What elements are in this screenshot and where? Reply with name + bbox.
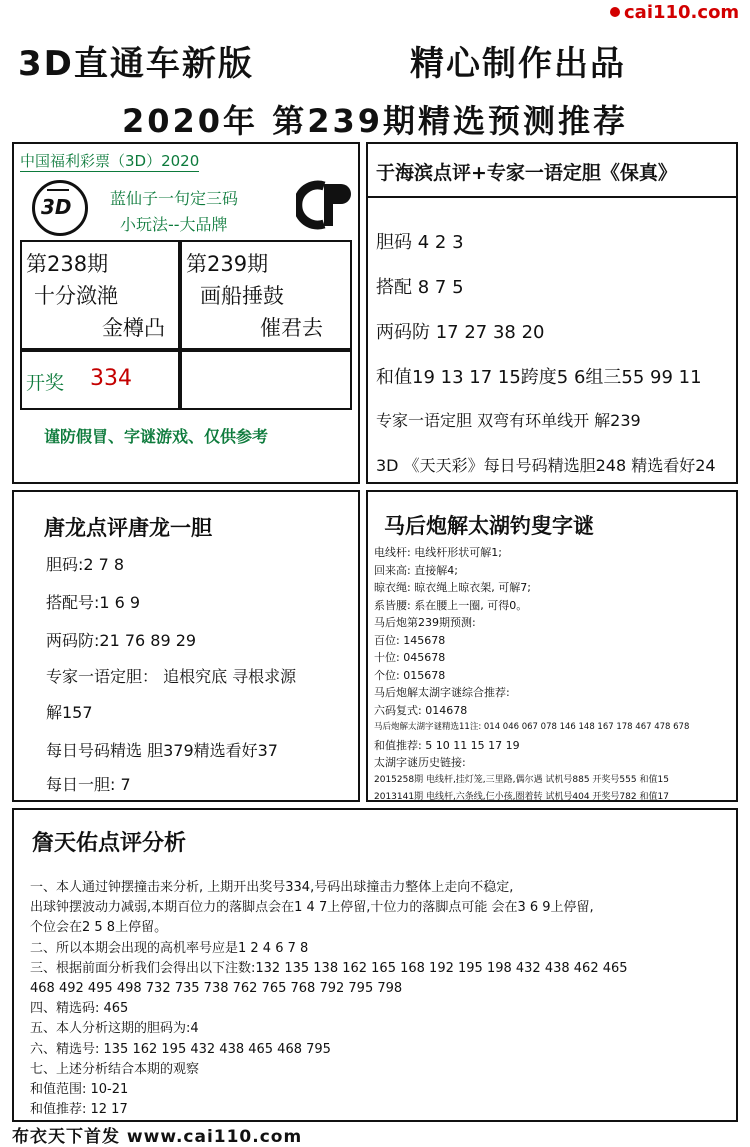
tanglong-line-4: 专家一语定胆： 追根究底 寻根求源 — [46, 667, 297, 686]
tanglong-line-5: 解157 — [46, 703, 93, 722]
analysis-line: 二、所以本期会出现的高机率号应是1 2 4 6 7 8 — [30, 940, 309, 956]
riddle-line: 太湖字谜历史链接: — [374, 756, 466, 769]
riddle-curr-1: 画船捶鼓 — [200, 284, 284, 308]
analysis-line: 三、根据前面分析我们会得出以下注数:132 135 138 162 165 168 192 195 198 432 438 462 465 — [30, 960, 628, 976]
logo-dot-icon — [610, 7, 620, 17]
analysis-line: 七、上述分析结合本期的观察 — [30, 1061, 200, 1077]
tanglong-line-1: 胆码:2 7 8 — [46, 555, 125, 574]
analysis-line: 和值范围: 10-21 — [30, 1082, 129, 1098]
analysis-lines — [30, 878, 730, 1120]
tanglong-line-3: 两码防:21 76 89 29 — [46, 631, 197, 650]
riddle-line: 马后炮解太湖字谜综合推荐: — [374, 686, 510, 699]
riddle-line: 十位: 045678 — [374, 651, 446, 664]
riddle-line: 马后炮第239期预测: — [374, 616, 476, 629]
riddle-line: 百位: 145678 — [374, 633, 446, 647]
expert-line-5: 专家一语定胆 双弯有环单线开 解239 — [376, 411, 641, 430]
expert-panel — [366, 142, 738, 484]
analysis-line: 一、本人通过钟摆撞击来分析, 上期开出奖号334,号码出球撞击力整体上走向不稳定, — [30, 880, 514, 895]
page-subtitle: 2020年 第239期精选预测推荐 — [121, 102, 628, 140]
analysis-line: 个位会在2 5 8上停留。 — [30, 920, 168, 936]
riddle-panel — [366, 490, 738, 802]
slogan-2: 小玩法--大品牌 — [120, 215, 228, 234]
expert-line-1: 胆码 4 2 3 — [376, 232, 464, 253]
expert-line-3: 两码防 17 27 38 20 — [376, 322, 545, 343]
tanglong-line-7: 每日一胆: 7 — [46, 775, 131, 794]
cp-logo-icon — [296, 180, 354, 230]
riddle-line: 电线杆: 电线杆形状可解1; — [374, 546, 502, 559]
riddle-line: 2015258期 电线杆,挂灯笼,三里路,偶尔遇 试机号885 开奖号555 和值15 — [374, 774, 669, 785]
riddle-line: 六码复式: 014678 — [374, 703, 468, 717]
riddle-prev-2: 金樽凸 — [102, 316, 165, 340]
expert-line-4: 和值19 13 17 15跨度5 6组三55 99 11 — [376, 367, 702, 388]
slogan-1: 蓝仙子一句定三码 — [110, 189, 239, 208]
analysis-line: 四、精选码: 465 — [30, 1001, 129, 1017]
tanglong-title: 唐龙点评唐龙一胆 — [44, 516, 212, 540]
draw-empty-cell — [180, 350, 352, 410]
analysis-line: 和值推荐: 12 17 — [30, 1102, 128, 1118]
tanglong-panel — [12, 490, 360, 802]
3d-badge-icon — [32, 180, 88, 236]
analysis-line: 出球钟摆波动力减弱,本期百位力的落脚点会在1 4 7上停留,十位力的落脚点可能 会在3 6 9上停留, — [30, 900, 594, 916]
riddle-line: 回来高: 直接解4; — [374, 563, 458, 577]
riddle-lines — [374, 544, 734, 807]
analysis-line: 五、本人分析这期的胆码为:4 — [30, 1021, 199, 1037]
tanglong-line-6: 每日号码精选 胆379精选看好37 — [46, 741, 278, 760]
analysis-line: 468 492 495 498 732 735 738 762 765 768 792 795 798 — [30, 981, 403, 997]
riddle-line: 2013141期 电线杆,六条线,仨小孩,圈着转 试机号404 开奖号782 和值17 — [374, 792, 669, 802]
draw-value: 334 — [90, 366, 132, 391]
title-right: 精心制作出品 — [410, 44, 626, 84]
badge-text: 3D — [41, 195, 72, 219]
riddle-line: 马后炮解太湖字谜精选11注: 014 046 067 078 146 148 167 178 467 478 678 — [374, 722, 690, 732]
analysis-panel — [12, 808, 738, 1122]
expert-line-6: 3D 《天天彩》每日号码精选胆248 精选看好24 — [376, 456, 716, 475]
period-prev: 第238期 — [26, 252, 109, 276]
site-logo[interactable] — [610, 2, 750, 24]
footer-link[interactable]: 布衣天下首发 www.cai110.com — [12, 1127, 303, 1147]
draw-label: 开奖 — [26, 372, 65, 394]
expert-panel-title: 于海滨点评+专家一语定胆《保真》 — [376, 162, 677, 184]
title-left: 3D直通车新版 — [18, 44, 254, 84]
riddle-curr-2: 催君去 — [260, 316, 323, 340]
expert-line-2: 搭配 8 7 5 — [376, 277, 464, 298]
riddle-prev-1: 十分潋滟 — [34, 284, 118, 308]
riddle-line: 个位: 015678 — [374, 668, 446, 682]
period-curr: 第239期 — [186, 252, 269, 276]
analysis-title: 詹天佑点评分析 — [32, 831, 187, 856]
riddle-title: 马后炮解太湖钓叟字谜 — [384, 514, 594, 538]
riddle-line: 晾衣绳: 晾衣绳上晾衣架, 可解7; — [374, 581, 531, 594]
card-top-label: 中国福利彩票（3D）2020 — [20, 152, 200, 170]
riddle-line: 和值推荐: 5 10 11 15 17 19 — [374, 738, 520, 752]
tanglong-line-2: 搭配号:1 6 9 — [46, 593, 141, 612]
site-logo-text: cai110.com — [624, 2, 740, 23]
lottery-card — [12, 142, 360, 484]
riddle-line: 系皆腰: 系在腰上一圈, 可得0。 — [374, 598, 528, 612]
warning-text: 谨防假冒、字谜游戏、仅供参考 — [44, 427, 269, 446]
analysis-line: 六、精选号: 135 162 195 432 438 465 468 795 — [30, 1041, 331, 1057]
